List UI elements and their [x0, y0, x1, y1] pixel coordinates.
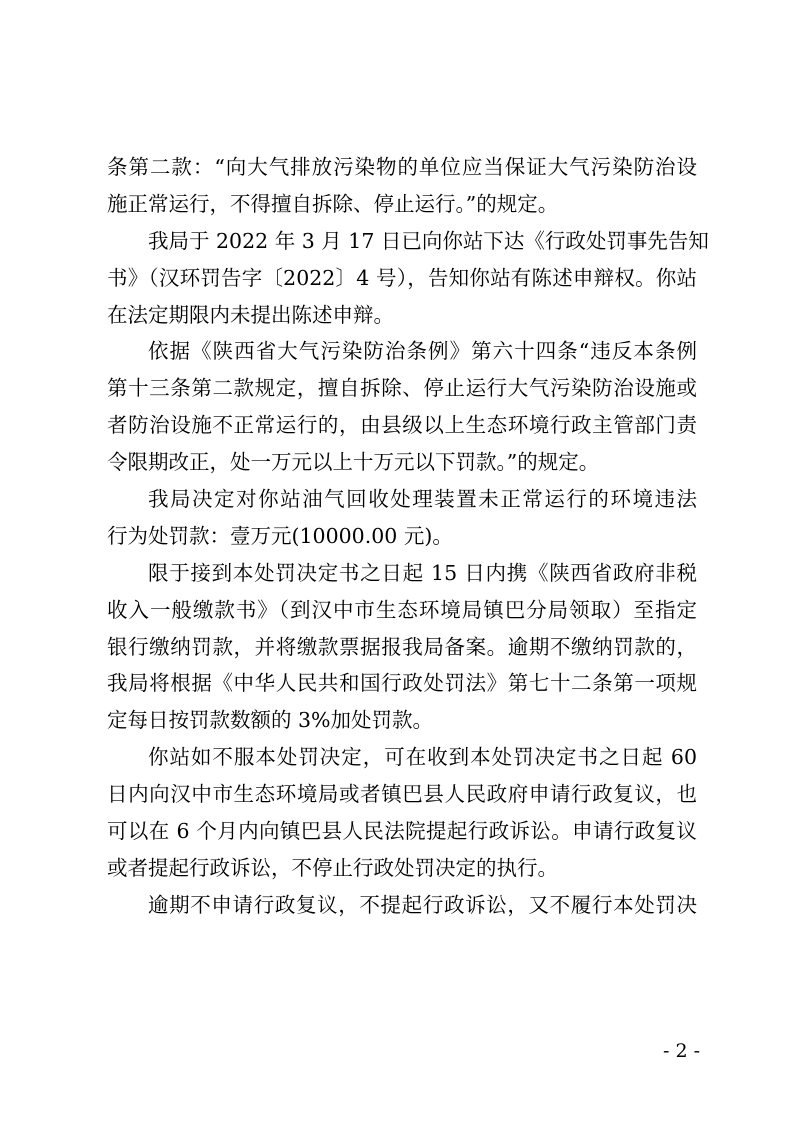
paragraph-penalty-decision [107, 481, 697, 555]
text-line: 依据《陕西省大气污染防治条例》第六十四条“违反本条例 [148, 339, 697, 364]
text-line: 书》（汉环罚告字〔2022〕4 号），告知你站有陈述申辩权。你站 [107, 265, 697, 290]
paragraph-payment-instructions [107, 555, 697, 739]
text-line: 或者提起行政诉讼，不停止行政处罚决定的执行。 [107, 855, 558, 880]
text-line: 施正常运行，不得擅自拆除、停止运行。”的规定。 [107, 191, 559, 216]
text-line: 在法定期限内未提出陈述申辩。 [107, 302, 394, 327]
text-line: 条第二款：“向大气排放污染物的单位应当保证大气污染防治设 [107, 155, 697, 179]
text-line: 可以在 6 个月内向镇巴县人民法院提起行政诉讼。申请行政复议 [107, 819, 697, 844]
text-line: 银行缴纳罚款，并将缴款票据报我局备案。逾期不缴纳罚款的， [107, 634, 697, 659]
text-line: 我局将根据《中华人民共和国行政处罚法》第七十二条第一项规 [107, 671, 697, 696]
text-line: 限于接到本处罚决定书之日起 15 日内携《陕西省政府非税 [148, 560, 697, 585]
text-line: 者防治设施不正常运行的，由县级以上生态环境行政主管部门责 [107, 413, 697, 438]
text-line: 逾期不申请行政复议，不提起行政诉讼，又不履行本处罚决 [148, 892, 697, 917]
paragraph-appeal-rights [107, 739, 697, 887]
text-line: 我局决定对你站油气回收处理装置未正常运行的环境违法 [148, 487, 697, 512]
paragraph-enforcement [107, 887, 697, 924]
document-body [107, 149, 709, 924]
paragraph-regulation-quote [107, 149, 697, 223]
paragraph-legal-basis [107, 333, 697, 481]
paragraph-prior-notice [107, 223, 709, 334]
text-line: 你站如不服本处罚决定，可在收到本处罚决定书之日起 60 [148, 745, 697, 770]
text-line: 收入一般缴款书》（到汉中市生态环境局镇巴分局领取）至指定 [107, 597, 697, 622]
text-line: 定每日按罚款数额的 3%加处罚款。 [107, 708, 434, 733]
text-line: 日内向汉中市生态环境局或者镇巴县人民政府申请行政复议，也 [107, 782, 697, 807]
text-line: 行为处罚款：壹万元(10000.00 元)。 [107, 523, 453, 548]
text-line: 第十三条第二款规定，擅自拆除、停止运行大气污染防治设施或 [107, 376, 697, 401]
text-line: 令限期改正，处一万元以上十万元以下罚款。”的规定。 [107, 450, 600, 475]
page-number: - 2 - [662, 1040, 700, 1062]
text-line: 我局于 2022 年 3 月 17 日已向你站下达《行政处罚事先告知 [148, 228, 709, 253]
